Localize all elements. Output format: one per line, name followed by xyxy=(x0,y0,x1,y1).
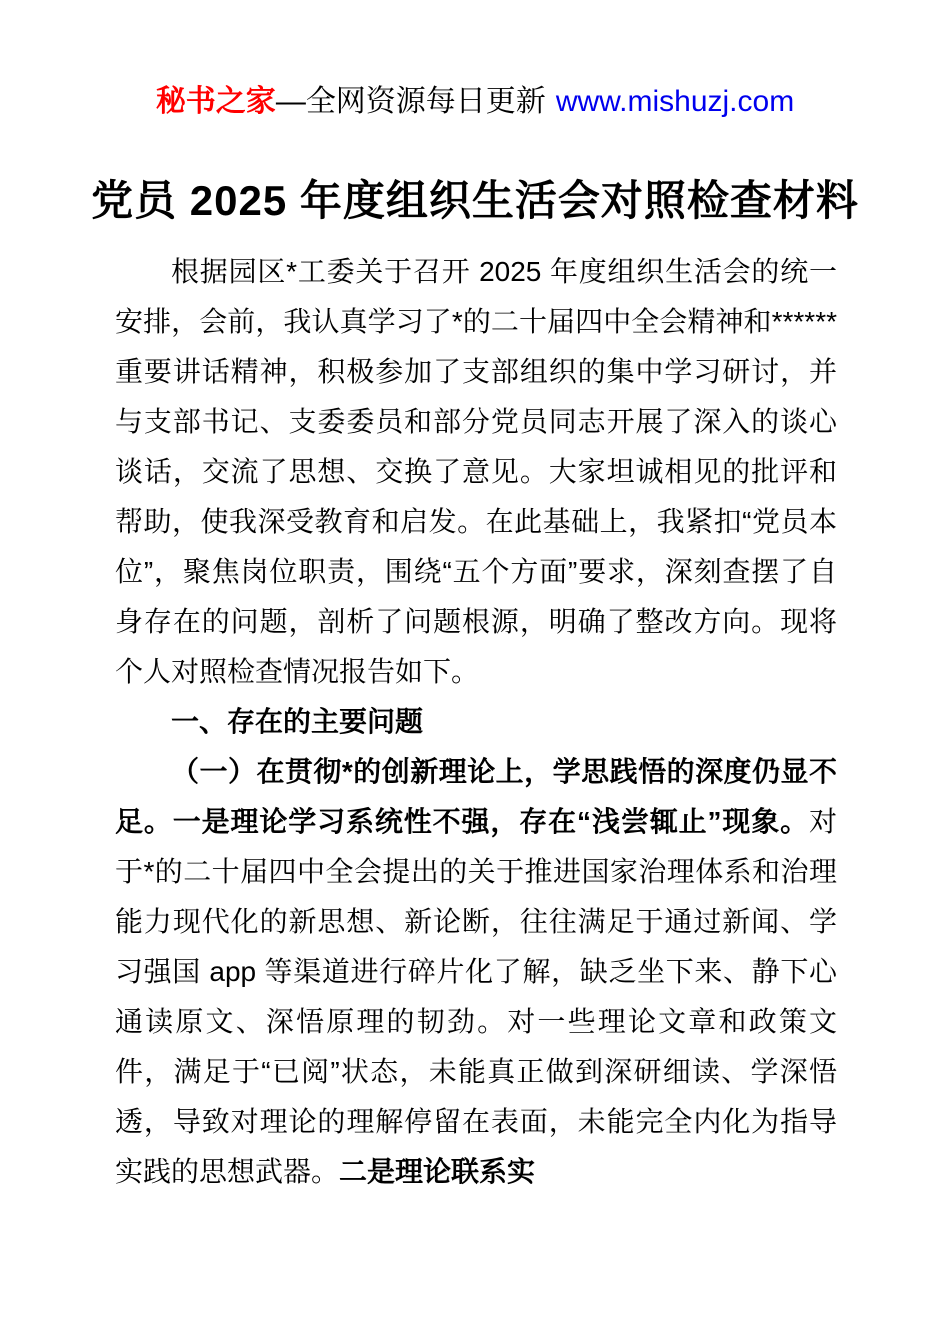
problems-paragraph xyxy=(115,747,837,1197)
section-heading: 一、存在的主要问题 xyxy=(171,706,424,737)
document-body xyxy=(115,247,837,1197)
intro-text: 根据园区*工委关于召开 2025 年度组织生活会的统一安排，会前，我认真学习了*的二十届四中全会精神和******重要讲话精神，积极参加了支部组织的集中学习研讨，并与支部书记、支委委员和部分党员同志开展了深入的谈心谈话，交流了思想、交换了意见。大家坦诚相见的批评和帮助，使我深受教育和启发。在此基础上，我紧扣“党员本位”，聚焦岗位职责，围绕“五个方面”要求，深刻查摆了自身存在的问题，剖析了问题根源，明确了整改方向。现将个人对照检查情况报告如下。 xyxy=(115,256,837,687)
site-header xyxy=(0,82,950,122)
site-tagline: —全网资源每日更新 xyxy=(275,85,546,118)
problems-second-bold-run: 二是理论联系实 xyxy=(339,1156,536,1187)
site-url-link[interactable]: www.mishuzj.com xyxy=(555,85,795,118)
problems-lead-bold-run: （一）在贯彻*的创新理论上，学思践悟的深度仍显不足。一是理论学习系统性不强，存在“浅尝辄止”现象。 xyxy=(115,756,837,837)
document-title: 党员 2025 年度组织生活会对照检查材料 xyxy=(91,177,859,224)
site-brand: 秘书之家 xyxy=(155,85,276,118)
problems-detail-run: 对于*的二十届四中全会提出的关于推进国家治理体系和治理能力现代化的新思想、新论断，往往满足于通过新闻、学习强国 app 等渠道进行碎片化了解，缺乏坐下来、静下心通读原文、深悟原理的韧劲。对一些理论文章和政策文件，满足于“已阅”状态，未能真正做到深研细读、学深悟透，导致对理论的理解停留在表面，未能完全内化为指导实践的思想武器。 xyxy=(115,806,837,1187)
intro-paragraph xyxy=(115,247,837,697)
